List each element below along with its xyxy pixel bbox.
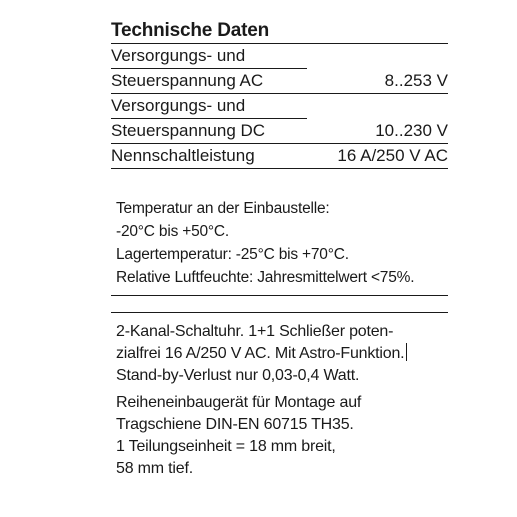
description-paragraph — [116, 392, 448, 480]
environment-line: Temperatur an der Einbaustelle: — [116, 200, 330, 217]
description-line: Stand-by-Verlust nur 0,03-0,4 Watt. — [116, 367, 360, 384]
product-description — [111, 313, 448, 480]
description-line: Reiheneinbaugerät für Montage auf — [116, 394, 362, 411]
spec-value: 8..253 V — [384, 71, 448, 90]
environment-line: Lagertemperatur: -25°C bis +70°C. — [116, 246, 349, 263]
spec-label-line: Versorgungs- und — [111, 96, 246, 115]
spec-value: 16 A/250 V AC — [337, 146, 448, 165]
spec-value: 10..230 V — [375, 121, 448, 140]
description-line: Tragschiene DIN-EN 60715 TH35. — [116, 416, 354, 433]
spec-label-line: Steuerspannung DC — [111, 118, 307, 143]
description-paragraph — [116, 321, 448, 387]
description-line: zialfrei 16 A/250 V AC. Mit Astro-Funktion. — [116, 345, 405, 362]
environment-line: Relative Luftfeuchte: Jahresmittelwert <75%. — [116, 269, 415, 286]
description-line: 58 mm tief. — [116, 460, 193, 477]
spec-row-rating — [111, 144, 448, 169]
spec-sheet — [111, 18, 448, 480]
section-title: Technische Daten — [111, 18, 448, 44]
spec-row-ac — [111, 44, 448, 94]
spec-row-dc — [111, 94, 448, 144]
environment-line: -20°C bis +50°C. — [116, 223, 230, 240]
environment-notes — [111, 197, 448, 296]
spec-table — [111, 44, 448, 169]
spec-label-line: Nennschaltleistung — [111, 146, 255, 165]
spec-label-line: Versorgungs- und — [111, 46, 246, 65]
description-line: 2-Kanal-Schaltuhr. 1+1 Schließer poten- — [116, 323, 394, 340]
spec-label-line: Steuerspannung AC — [111, 68, 307, 93]
description-line: 1 Teilungseinheit = 18 mm breit, — [116, 438, 336, 455]
text-cursor — [406, 343, 407, 361]
